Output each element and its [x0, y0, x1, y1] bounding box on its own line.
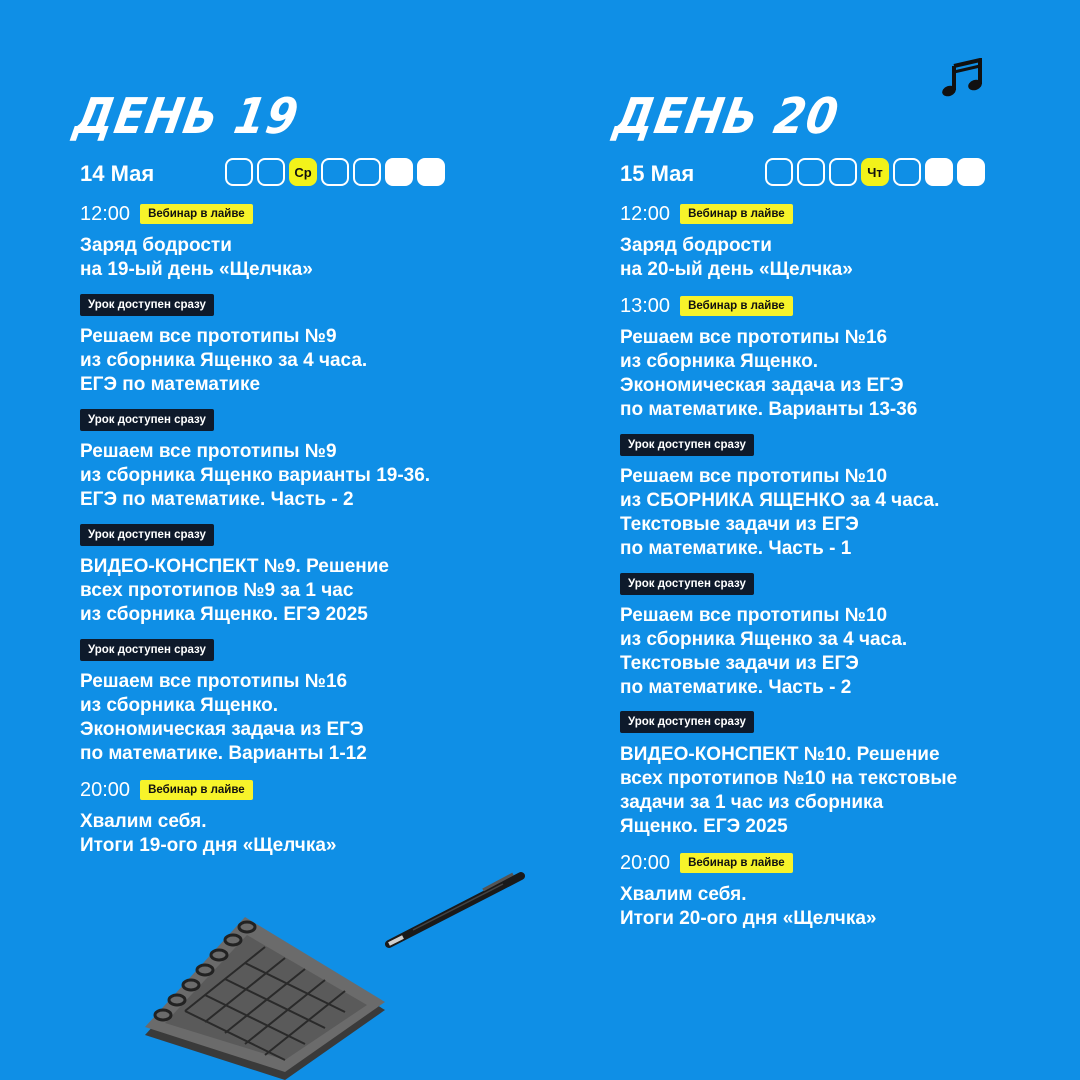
weekday-box-weekend [925, 158, 953, 186]
weekday-box [893, 158, 921, 186]
weekday-box [829, 158, 857, 186]
weekday-box-weekend [417, 158, 445, 186]
time-label: 12:00 [80, 202, 131, 225]
schedule-time-row [80, 201, 253, 227]
schedule-time-row [80, 777, 253, 803]
weekday-box-weekend [957, 158, 985, 186]
notebook-icon [135, 915, 395, 1080]
schedule-time-row [620, 850, 793, 876]
lesson-title[interactable]: Решаем все прототипы №16 из сборника Ященко. Экономическая задача из ЕГЭ по математике. Варианты 1-12 [80, 671, 367, 764]
lesson-title[interactable]: Решаем все прототипы №16 из сборника Ященко. Экономическая задача из ЕГЭ по математике. Варианты 13-36 [620, 327, 918, 420]
weekday-box-current: Чт [861, 158, 889, 186]
schedule-tag-row [80, 524, 214, 546]
lesson-title[interactable]: Решаем все прототипы №9 из сборника Ященко за 4 часа. ЕГЭ по математике [80, 326, 368, 395]
available-now-badge: Урок доступен сразу [80, 409, 214, 431]
live-webinar-badge: Вебинар в лайве [680, 296, 793, 316]
available-now-badge: Урок доступен сразу [80, 524, 214, 546]
weekday-box [797, 158, 825, 186]
available-now-badge: Урок доступен сразу [620, 434, 754, 456]
lesson-title[interactable]: Заряд бодрости на 20-ый день «Щелчка» [620, 235, 853, 280]
date-label: 14 Мая [80, 161, 155, 186]
available-now-badge: Урок доступен сразу [80, 294, 214, 316]
weekday-box [257, 158, 285, 186]
day-title: ДЕНЬ 20 [609, 88, 844, 146]
available-now-badge: Урок доступен сразу [620, 573, 754, 595]
music-note-icon [940, 58, 986, 98]
schedule-tag-row [80, 294, 214, 316]
lesson-title[interactable]: Хвалим себя. Итоги 20-ого дня «Щелчка» [620, 884, 877, 929]
lesson-title[interactable]: Хвалим себя. Итоги 19-ого дня «Щелчка» [80, 811, 337, 856]
schedule-tag-row [620, 711, 754, 733]
lesson-title[interactable]: Решаем все прототипы №10 из СБОРНИКА ЯЩЕНКО за 4 часа. Текстовые задачи из ЕГЭ по математике. Часть - 1 [620, 466, 940, 559]
pen-icon [383, 870, 528, 950]
weekday-box-weekend [385, 158, 413, 186]
date-label: 15 Мая [620, 161, 695, 186]
week-indicator [765, 158, 985, 186]
live-webinar-badge: Вебинар в лайве [140, 780, 253, 800]
lesson-title[interactable]: ВИДЕО-КОНСПЕКТ №10. Решение всех прототипов №10 на текстовые задачи за 1 час из сборника Ященко. ЕГЭ 2025 [620, 744, 958, 837]
available-now-badge: Урок доступен сразу [620, 711, 754, 733]
available-now-badge: Урок доступен сразу [80, 639, 214, 661]
live-webinar-badge: Вебинар в лайве [680, 853, 793, 873]
time-label: 20:00 [80, 778, 131, 801]
schedule-tag-row [620, 434, 754, 456]
schedule-time-row [620, 293, 793, 319]
time-label: 20:00 [620, 851, 671, 874]
time-label: 12:00 [620, 202, 671, 225]
live-webinar-badge: Вебинар в лайве [140, 204, 253, 224]
lesson-title[interactable]: ВИДЕО-КОНСПЕКТ №9. Решение всех прототипов №9 за 1 час из сборника Ященко. ЕГЭ 2025 [80, 556, 389, 625]
weekday-box [353, 158, 381, 186]
week-indicator [225, 158, 445, 186]
time-label: 13:00 [620, 294, 671, 317]
date-row [620, 158, 694, 190]
schedule-tag-row [80, 409, 214, 431]
schedule-tag-row [620, 573, 754, 595]
live-webinar-badge: Вебинар в лайве [680, 204, 793, 224]
weekday-box [765, 158, 793, 186]
weekday-box-current: Ср [289, 158, 317, 186]
schedule-time-row [620, 201, 793, 227]
date-row [80, 158, 154, 190]
weekday-box [225, 158, 253, 186]
lesson-title[interactable]: Решаем все прототипы №9 из сборника Ященко варианты 19-36. ЕГЭ по математике. Часть - 2 [80, 441, 431, 510]
day-title: ДЕНЬ 19 [69, 88, 304, 146]
schedule-tag-row [80, 639, 214, 661]
lesson-title[interactable]: Решаем все прототипы №10 из сборника Ященко за 4 часа. Текстовые задачи из ЕГЭ по математике. Часть - 2 [620, 605, 908, 698]
weekday-box [321, 158, 349, 186]
lesson-title[interactable]: Заряд бодрости на 19-ый день «Щелчка» [80, 235, 313, 280]
